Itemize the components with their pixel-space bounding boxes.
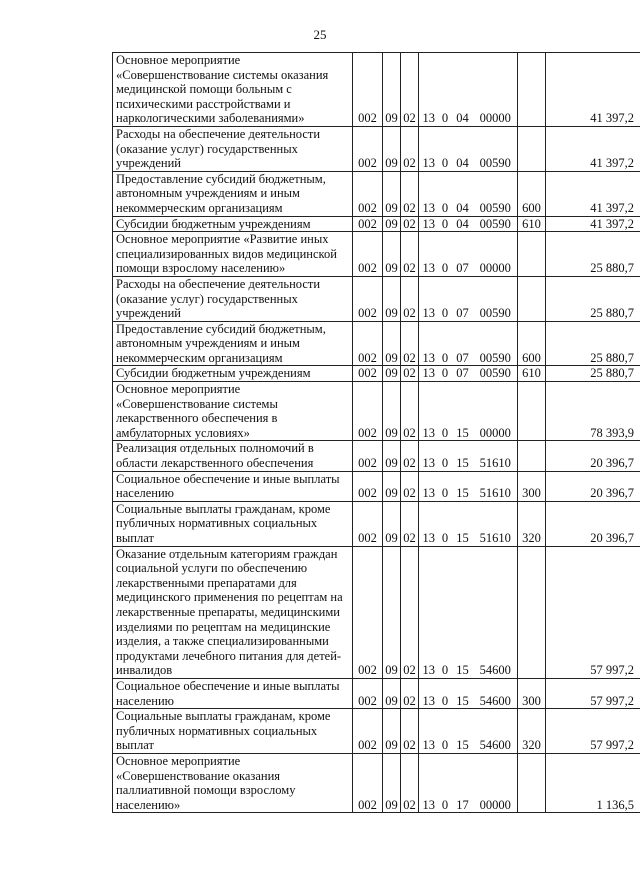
direction-code: 00000 (474, 53, 518, 127)
row-name: Реализация отдельных полномочий в области лекарственного обеспечения (113, 441, 353, 471)
table-row (113, 678, 640, 708)
amount: 25 880,7 (546, 276, 640, 321)
expense-type-code (518, 53, 546, 127)
table-row (113, 53, 640, 127)
event-code: 15 (452, 382, 474, 441)
subsection-code: 02 (401, 126, 419, 171)
row-name: Социальные выплаты гражданам, кроме публичных нормативных социальных выплат (113, 709, 353, 754)
row-name: Расходы на обеспечение деятельности (оказание услуг) государственных учреждений (113, 276, 353, 321)
table-row (113, 441, 640, 471)
expense-type-code: 300 (518, 678, 546, 708)
row-name: Социальные выплаты гражданам, кроме публичных нормативных социальных выплат (113, 501, 353, 546)
subprogram-code: 0 (439, 501, 452, 546)
amount: 20 396,7 (546, 471, 640, 501)
table-body (113, 53, 640, 813)
expense-type-code: 600 (518, 321, 546, 366)
expense-type-code: 300 (518, 471, 546, 501)
event-code: 07 (452, 276, 474, 321)
event-code: 04 (452, 171, 474, 216)
ministry-code: 002 (353, 501, 383, 546)
ministry-code: 002 (353, 171, 383, 216)
expense-type-code (518, 441, 546, 471)
amount: 41 397,2 (546, 53, 640, 127)
program-code: 13 (419, 126, 439, 171)
program-code: 13 (419, 471, 439, 501)
subprogram-code: 0 (439, 546, 452, 678)
table-row (113, 753, 640, 812)
ministry-code: 002 (353, 753, 383, 812)
direction-code: 51610 (474, 471, 518, 501)
direction-code: 00590 (474, 171, 518, 216)
page-number: 25 (313, 27, 327, 42)
section-code: 09 (383, 678, 401, 708)
direction-code: 54600 (474, 709, 518, 754)
program-code: 13 (419, 216, 439, 232)
section-code: 09 (383, 709, 401, 754)
subsection-code: 02 (401, 546, 419, 678)
amount: 57 997,2 (546, 678, 640, 708)
event-code: 15 (452, 546, 474, 678)
row-name: Оказание отдельным категориям граждан социальной услуги по обеспечению лекарственными препаратами для медицинского применения по рецептам на лекарственные препараты, медицинскими изделиями по рецептам на медицинские изделия, а также специализированными продуктами лечебного питания для детей-инвалидов (113, 546, 353, 678)
budget-table (112, 52, 640, 813)
amount: 41 397,2 (546, 171, 640, 216)
subsection-code: 02 (401, 216, 419, 232)
section-code: 09 (383, 366, 401, 382)
direction-code: 51610 (474, 501, 518, 546)
ministry-code: 002 (353, 709, 383, 754)
expense-type-code: 320 (518, 709, 546, 754)
direction-code: 00590 (474, 366, 518, 382)
table-row (113, 216, 640, 232)
subsection-code: 02 (401, 366, 419, 382)
program-code: 13 (419, 382, 439, 441)
row-name: Основное мероприятие «Совершенствование системы оказания медицинской помощи больным с психическими расстройствами и наркологическими заболеваниями» (113, 53, 353, 127)
ministry-code: 002 (353, 216, 383, 232)
expense-type-code (518, 382, 546, 441)
ministry-code: 002 (353, 366, 383, 382)
table-row (113, 382, 640, 441)
program-code: 13 (419, 441, 439, 471)
event-code: 04 (452, 53, 474, 127)
ministry-code: 002 (353, 382, 383, 441)
amount: 25 880,7 (546, 232, 640, 277)
table-row (113, 232, 640, 277)
program-code: 13 (419, 709, 439, 754)
ministry-code: 002 (353, 321, 383, 366)
table-row (113, 321, 640, 366)
ministry-code: 002 (353, 471, 383, 501)
amount: 25 880,7 (546, 366, 640, 382)
subprogram-code: 0 (439, 753, 452, 812)
subsection-code: 02 (401, 232, 419, 277)
table-row (113, 171, 640, 216)
subprogram-code: 0 (439, 53, 452, 127)
subprogram-code: 0 (439, 678, 452, 708)
amount: 41 397,2 (546, 126, 640, 171)
ministry-code: 002 (353, 126, 383, 171)
section-code: 09 (383, 321, 401, 366)
section-code: 09 (383, 53, 401, 127)
program-code: 13 (419, 276, 439, 321)
subsection-code: 02 (401, 501, 419, 546)
section-code: 09 (383, 546, 401, 678)
subprogram-code: 0 (439, 171, 452, 216)
section-code: 09 (383, 126, 401, 171)
row-name: Основное мероприятие «Развитие иных специализированных видов медицинской помощи взрослому населению» (113, 232, 353, 277)
row-name: Социальное обеспечение и иные выплаты населению (113, 678, 353, 708)
section-code: 09 (383, 501, 401, 546)
amount: 25 880,7 (546, 321, 640, 366)
table-row (113, 709, 640, 754)
table-row (113, 366, 640, 382)
event-code: 04 (452, 216, 474, 232)
direction-code: 54600 (474, 546, 518, 678)
section-code: 09 (383, 216, 401, 232)
expense-type-code: 610 (518, 216, 546, 232)
amount: 20 396,7 (546, 501, 640, 546)
event-code: 07 (452, 366, 474, 382)
event-code: 07 (452, 232, 474, 277)
direction-code: 00590 (474, 216, 518, 232)
subsection-code: 02 (401, 53, 419, 127)
table-row (113, 276, 640, 321)
subprogram-code: 0 (439, 366, 452, 382)
subprogram-code: 0 (439, 321, 452, 366)
direction-code: 00000 (474, 232, 518, 277)
subprogram-code: 0 (439, 276, 452, 321)
row-name: Предоставление субсидий бюджетным, автономным учреждениям и иным некоммерческим организациям (113, 321, 353, 366)
subsection-code: 02 (401, 321, 419, 366)
subsection-code: 02 (401, 276, 419, 321)
expense-type-code (518, 276, 546, 321)
amount: 20 396,7 (546, 441, 640, 471)
table-row (113, 501, 640, 546)
ministry-code: 002 (353, 276, 383, 321)
subsection-code: 02 (401, 441, 419, 471)
direction-code: 00000 (474, 753, 518, 812)
expense-type-code (518, 232, 546, 277)
event-code: 04 (452, 126, 474, 171)
program-code: 13 (419, 53, 439, 127)
section-code: 09 (383, 232, 401, 277)
subprogram-code: 0 (439, 126, 452, 171)
subprogram-code: 0 (439, 216, 452, 232)
program-code: 13 (419, 501, 439, 546)
subsection-code: 02 (401, 471, 419, 501)
event-code: 17 (452, 753, 474, 812)
direction-code: 51610 (474, 441, 518, 471)
program-code: 13 (419, 232, 439, 277)
subsection-code: 02 (401, 753, 419, 812)
ministry-code: 002 (353, 232, 383, 277)
ministry-code: 002 (353, 678, 383, 708)
program-code: 13 (419, 321, 439, 366)
event-code: 15 (452, 501, 474, 546)
section-code: 09 (383, 382, 401, 441)
expense-type-code (518, 546, 546, 678)
expense-type-code (518, 753, 546, 812)
event-code: 15 (452, 709, 474, 754)
program-code: 13 (419, 366, 439, 382)
program-code: 13 (419, 678, 439, 708)
expense-type-code: 610 (518, 366, 546, 382)
expense-type-code (518, 126, 546, 171)
subprogram-code: 0 (439, 232, 452, 277)
section-code: 09 (383, 753, 401, 812)
section-code: 09 (383, 171, 401, 216)
direction-code: 00590 (474, 321, 518, 366)
row-name: Расходы на обеспечение деятельности (оказание услуг) государственных учреждений (113, 126, 353, 171)
subprogram-code: 0 (439, 471, 452, 501)
event-code: 15 (452, 678, 474, 708)
direction-code: 00590 (474, 126, 518, 171)
direction-code: 54600 (474, 678, 518, 708)
subsection-code: 02 (401, 709, 419, 754)
section-code: 09 (383, 276, 401, 321)
row-name: Субсидии бюджетным учреждениям (113, 366, 353, 382)
row-name: Основное мероприятие «Совершенствование оказания паллиативной помощи взрослому населению» (113, 753, 353, 812)
direction-code: 00000 (474, 382, 518, 441)
subprogram-code: 0 (439, 441, 452, 471)
direction-code: 00590 (474, 276, 518, 321)
row-name: Предоставление субсидий бюджетным, автономным учреждениям и иным некоммерческим организациям (113, 171, 353, 216)
ministry-code: 002 (353, 546, 383, 678)
section-code: 09 (383, 471, 401, 501)
amount: 41 397,2 (546, 216, 640, 232)
program-code: 13 (419, 546, 439, 678)
event-code: 15 (452, 441, 474, 471)
subprogram-code: 0 (439, 382, 452, 441)
row-name: Социальное обеспечение и иные выплаты населению (113, 471, 353, 501)
section-code: 09 (383, 441, 401, 471)
expense-type-code: 320 (518, 501, 546, 546)
ministry-code: 002 (353, 53, 383, 127)
ministry-code: 002 (353, 441, 383, 471)
subsection-code: 02 (401, 171, 419, 216)
table-row (113, 471, 640, 501)
subprogram-code: 0 (439, 709, 452, 754)
row-name: Субсидии бюджетным учреждениям (113, 216, 353, 232)
expense-type-code: 600 (518, 171, 546, 216)
program-code: 13 (419, 753, 439, 812)
table-row (113, 546, 640, 678)
event-code: 07 (452, 321, 474, 366)
row-name: Основное мероприятие «Совершенствование системы лекарственного обеспечения в амбулаторных условиях» (113, 382, 353, 441)
amount: 1 136,5 (546, 753, 640, 812)
subsection-code: 02 (401, 678, 419, 708)
amount: 57 997,2 (546, 709, 640, 754)
amount: 78 393,9 (546, 382, 640, 441)
table-row (113, 126, 640, 171)
event-code: 15 (452, 471, 474, 501)
subsection-code: 02 (401, 382, 419, 441)
amount: 57 997,2 (546, 546, 640, 678)
program-code: 13 (419, 171, 439, 216)
